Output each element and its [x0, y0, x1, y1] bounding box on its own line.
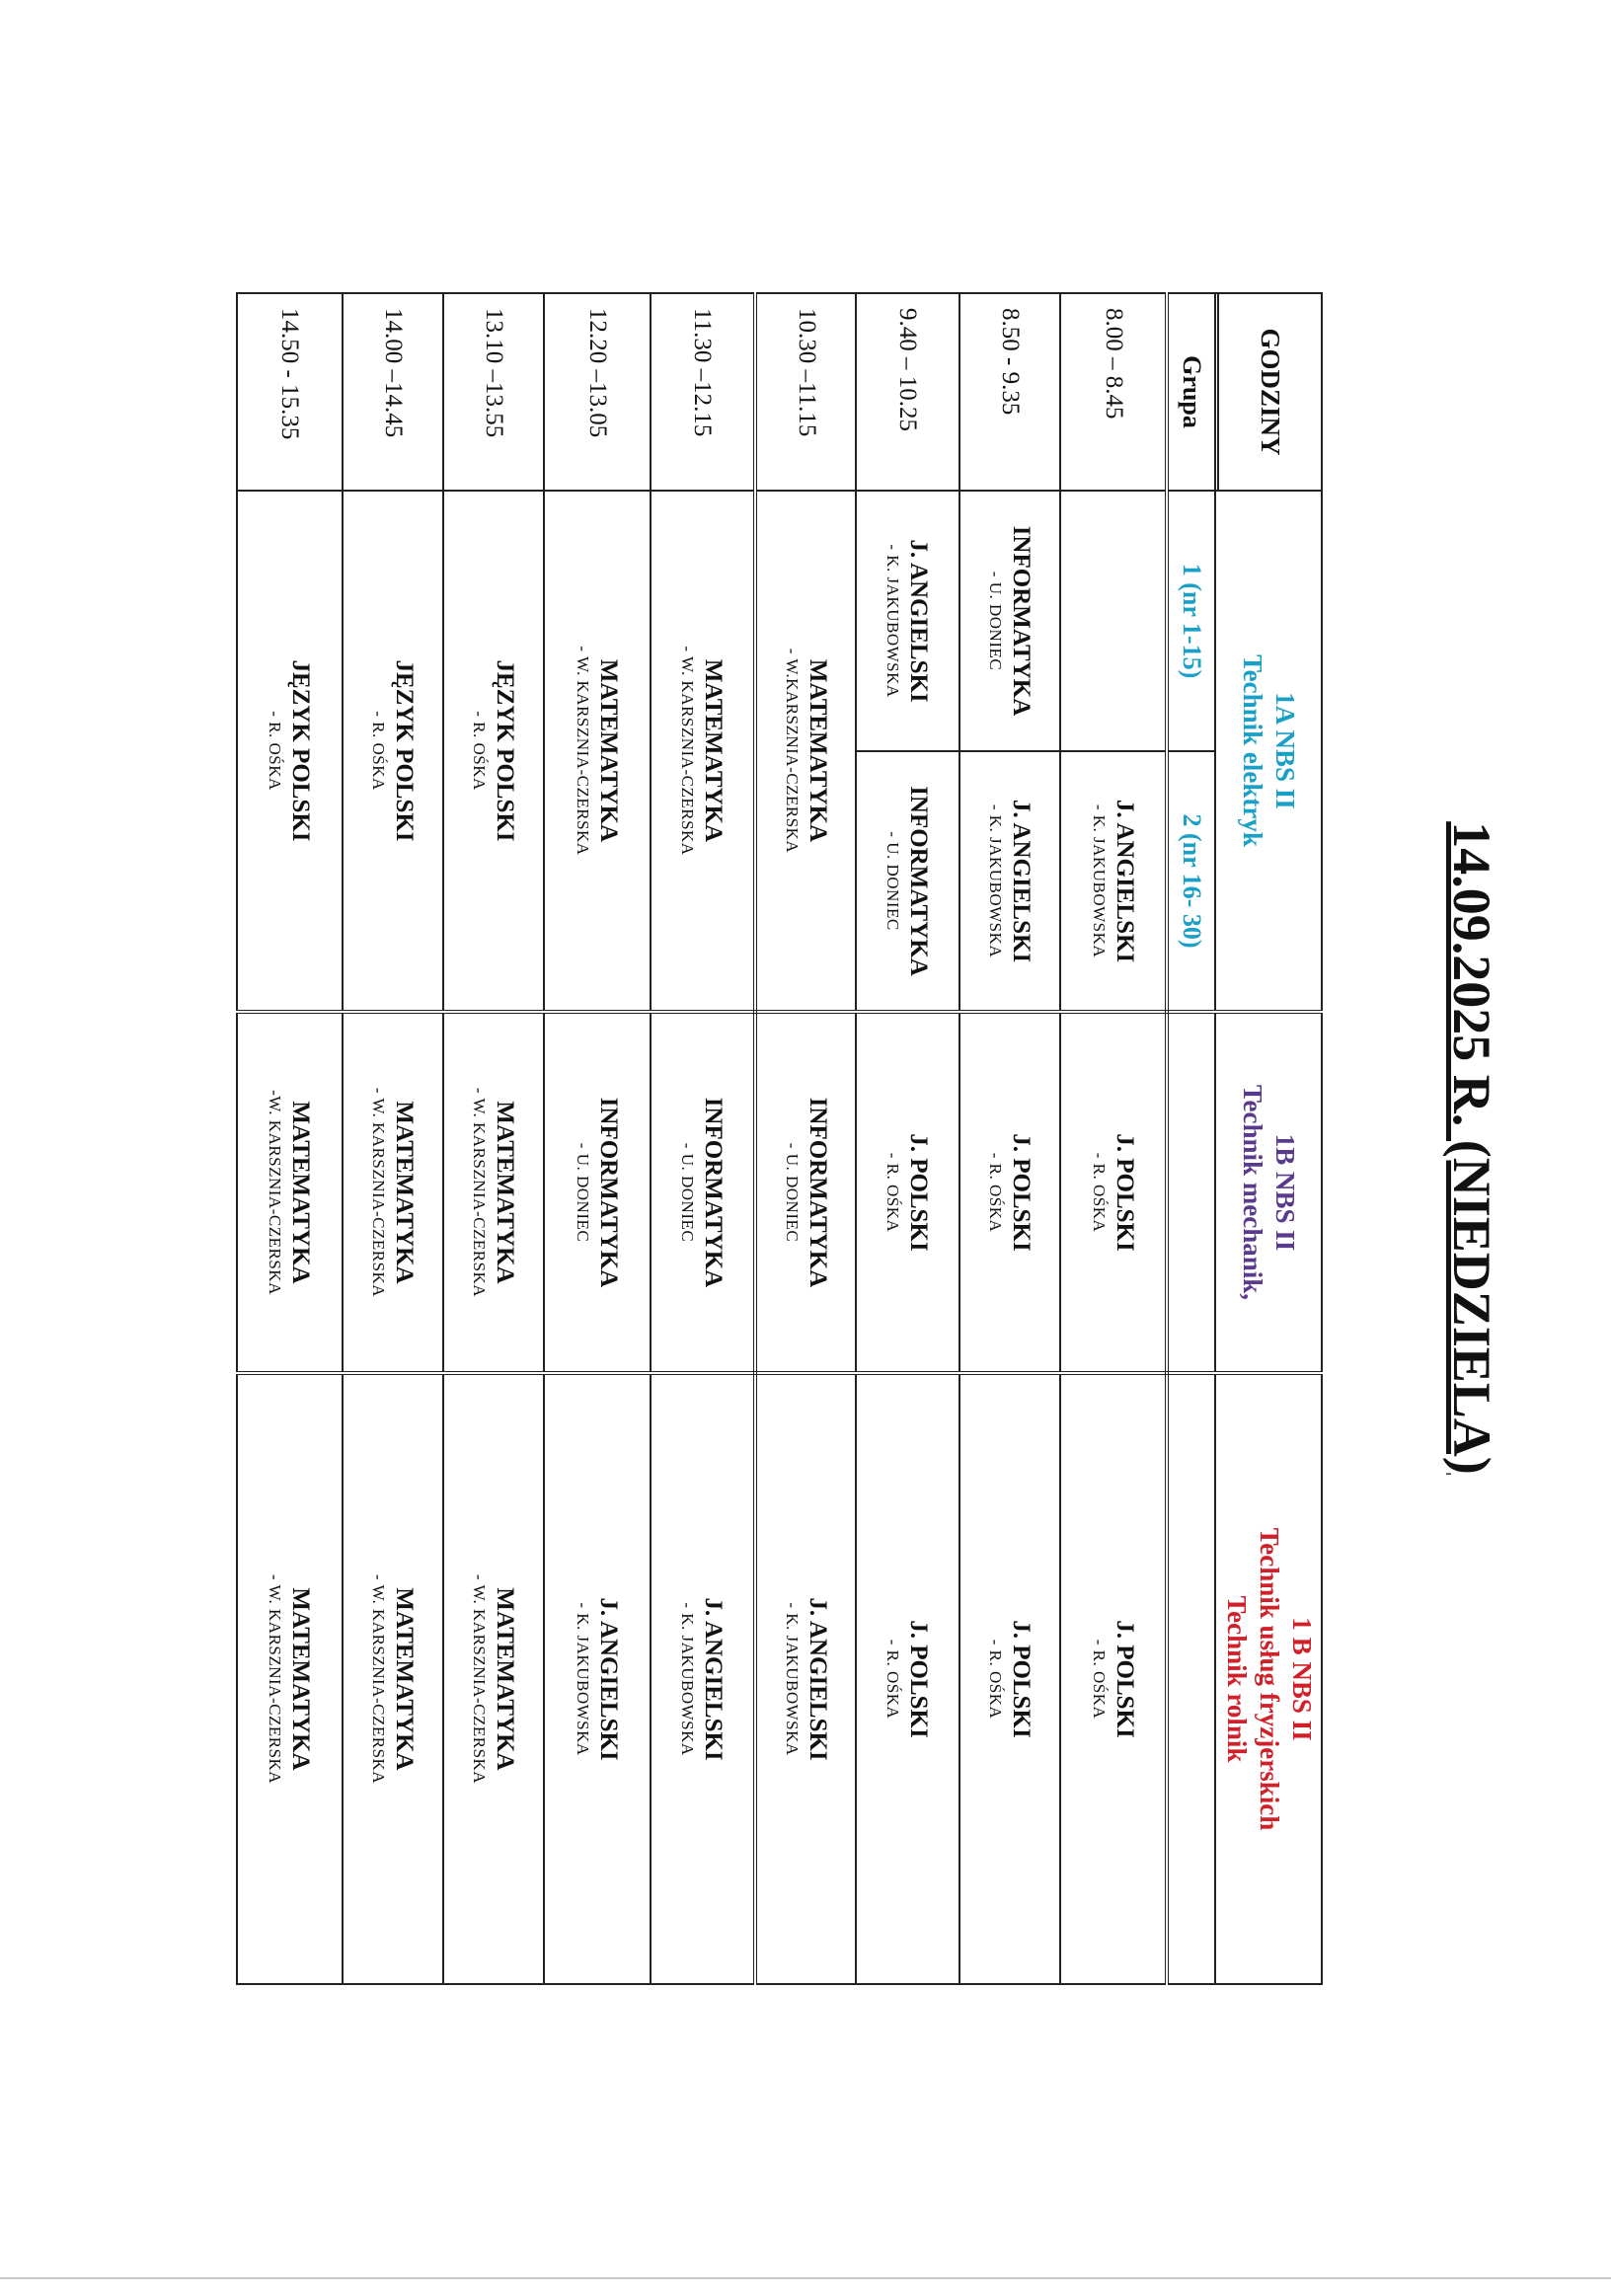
lesson-time: 13.10 –13.55 [443, 293, 544, 491]
class-1b-2-group-empty [1167, 1373, 1215, 1984]
lesson-teacher: - R. OŚKA [266, 711, 285, 791]
lesson-subject: J. ANGIELSKI [1007, 799, 1035, 963]
class-1a-group-2-lesson [856, 751, 959, 1012]
lesson-time: 8.00 – 8.45 [1060, 293, 1168, 491]
lesson-time: 11.30 –12.15 [651, 293, 755, 491]
lesson-subject: J. POLSKI [1111, 1133, 1138, 1252]
class-1a-name: 1A NBS II [1270, 692, 1301, 809]
lesson-teacher: - W. KARSZNIA-CZERSKA [469, 1573, 489, 1785]
class-1a-group-2-lesson [959, 751, 1060, 1012]
class-1a-lesson [443, 491, 544, 1012]
lesson-teacher: - R. OŚKA [985, 1639, 1005, 1720]
class-1b-lesson [237, 1012, 343, 1373]
hours-header: GODZINY [1218, 293, 1322, 491]
lesson-subject: J. POLSKI [1007, 1133, 1035, 1252]
group-header: Grupa [1167, 293, 1215, 491]
schedule-table [236, 292, 1323, 1985]
class-1b-lesson [755, 1012, 856, 1373]
class-1a-lesson [343, 491, 443, 1012]
class-1a-lesson [237, 491, 343, 1012]
lesson-subject: J. ANGIELSKI [804, 1597, 831, 1761]
lesson-subject: INFORMATYKA [804, 1097, 831, 1288]
lesson-subject: MATEMATYKA [491, 1101, 518, 1284]
class-1b-2-lesson [856, 1373, 959, 1984]
lesson-row [343, 293, 443, 1984]
lesson-subject: MATEMATYKA [390, 1587, 418, 1771]
lesson-teacher: - W. KARSZNIA-CZERSKA [368, 1087, 388, 1298]
lesson-subject: INFORMATYKA [700, 1097, 728, 1288]
lesson-teacher: - R. OŚKA [469, 711, 489, 791]
lesson-teacher: - W. KARSZNIA-CZERSKA [678, 646, 698, 856]
lesson-teacher: - U. DONIEC [883, 831, 903, 931]
lesson-time: 12.20 –13.05 [544, 293, 651, 491]
lesson-teacher: - W. KARSZNIA-CZERSKA [573, 646, 592, 856]
group-2-header: 2 (nr 16- 30) [1167, 751, 1215, 1012]
class-1a-profile: Technik elektryk [1238, 654, 1268, 847]
header-row [1218, 293, 1322, 1984]
lesson-teacher: - K. JAKUBOWSKA [1089, 804, 1109, 958]
lesson-teacher: - R. OŚKA [1089, 1639, 1109, 1720]
lesson-subject: J. POLSKI [905, 1133, 933, 1252]
lesson-teacher: - R. OŚKA [883, 1639, 903, 1720]
lesson-time: 8.50 - 9.35 [959, 293, 1060, 491]
lesson-subject: MATEMATYKA [287, 1101, 315, 1284]
class-1b-2-header [1215, 1373, 1322, 1984]
class-1b-lesson [856, 1012, 959, 1373]
group-row [1167, 293, 1215, 1984]
lesson-teacher: - W.KARSZNIA-CZERSKA [782, 648, 802, 854]
lesson-subject: MATEMATYKA [594, 658, 622, 843]
class-1a-group-1-lesson [1060, 491, 1168, 751]
lesson-subject: INFORMATYKA [905, 786, 933, 976]
lesson-subject: MATEMATYKA [700, 658, 728, 843]
lesson-subject: J. POLSKI [905, 1620, 933, 1738]
class-1a-lesson [544, 491, 651, 1012]
lesson-teacher: - K. JAKUBOWSKA [985, 804, 1005, 958]
class-1b-2-lesson [959, 1373, 1060, 1984]
lesson-time: 14.50 - 15.35 [237, 293, 343, 491]
class-1b-2-name: 1 B NBS II [1286, 1617, 1317, 1741]
lesson-subject: JĘZYK POLSKI [491, 659, 518, 842]
lesson-teacher: - U. DONIEC [985, 571, 1005, 671]
group-1-header: 1 (nr 1-15) [1167, 491, 1215, 751]
lesson-subject: J. ANGIELSKI [700, 1597, 728, 1761]
lesson-teacher: - W. KARSZNIA-CZERSKA [266, 1573, 285, 1785]
lesson-subject: J. ANGIELSKI [1111, 799, 1138, 963]
class-1a-header [1215, 491, 1322, 1012]
lesson-teacher: - R. OŚKA [985, 1152, 1005, 1233]
class-1b-group-empty [1167, 1012, 1215, 1373]
lesson-teacher: - U. DONIEC [573, 1142, 592, 1243]
lesson-row [544, 293, 651, 1984]
lesson-subject: JĘZYK POLSKI [390, 659, 418, 842]
lesson-row [959, 293, 1060, 1984]
lesson-row [237, 293, 343, 1984]
lesson-teacher: - K. JAKUBOWSKA [678, 1602, 698, 1756]
lesson-subject: MATEMATYKA [491, 1587, 518, 1771]
lesson-row [755, 293, 856, 1984]
schedule-table-body [237, 293, 1322, 1984]
lesson-subject: JĘZYK POLSKI [287, 659, 315, 842]
class-1b-2-profile-2: Technik rolnik [1221, 1595, 1252, 1763]
class-1b-2-profile-1: Technik usług fryzjerskich [1254, 1527, 1284, 1831]
hours-header-spacer [1215, 293, 1217, 491]
class-1b-2-lesson [443, 1373, 544, 1984]
class-1b-2-lesson [343, 1373, 443, 1984]
class-1b-lesson [651, 1012, 755, 1373]
class-1b-2-lesson [1060, 1373, 1168, 1984]
scan-edge-line [0, 2277, 1611, 2279]
class-1b-name: 1B NBS II [1270, 1133, 1301, 1252]
lesson-row [443, 293, 544, 1984]
class-1b-lesson [443, 1012, 544, 1373]
lesson-teacher: - R. OŚKA [368, 711, 388, 791]
lesson-teacher: - R. OŚKA [883, 1152, 903, 1233]
lesson-subject: J. ANGIELSKI [594, 1597, 622, 1761]
class-1a-lesson [651, 491, 755, 1012]
class-1b-lesson [343, 1012, 443, 1373]
lesson-subject: MATEMATYKA [804, 658, 831, 843]
class-1b-lesson [959, 1012, 1060, 1373]
lesson-teacher: - K. JAKUBOWSKA [782, 1602, 802, 1756]
lesson-time: 9.40 – 10.25 [856, 293, 959, 491]
class-1b-2-lesson [544, 1373, 651, 1984]
lesson-subject: J. POLSKI [1111, 1620, 1138, 1738]
lesson-row [1060, 293, 1168, 1984]
class-1b-lesson [544, 1012, 651, 1373]
class-1b-2-lesson [237, 1373, 343, 1984]
class-1b-2-lesson [651, 1373, 755, 1984]
lesson-teacher: -W. KARSZNIA-CZERSKA [266, 1090, 285, 1295]
class-1b-2-lesson [755, 1373, 856, 1984]
class-1a-group-1-lesson [959, 491, 1060, 751]
class-1a-lesson [755, 491, 856, 1012]
lesson-teacher: - U. DONIEC [782, 1142, 802, 1243]
lesson-teacher: - W. KARSZNIA-CZERSKA [469, 1087, 489, 1298]
class-1b-lesson [1060, 1012, 1168, 1373]
schedule-table-wrapper [236, 292, 1323, 1983]
lesson-subject: MATEMATYKA [390, 1101, 418, 1284]
lesson-teacher: - U. DONIEC [678, 1142, 698, 1243]
lesson-subject: J. POLSKI [1007, 1620, 1035, 1738]
lesson-teacher: - K. JAKUBOWSKA [573, 1602, 592, 1756]
lesson-subject: INFORMATYKA [1007, 525, 1035, 717]
lesson-time: 10.30 –11.15 [755, 293, 856, 491]
lesson-time: 14.00 –14.45 [343, 293, 443, 491]
lesson-row [856, 293, 959, 1984]
class-1b-profile: Technik mechanik, [1238, 1084, 1268, 1301]
lesson-subject: MATEMATYKA [287, 1587, 315, 1771]
class-1a-group-2-lesson [1060, 751, 1168, 1012]
lesson-teacher: - K. JAKUBOWSKA [883, 544, 903, 698]
lesson-teacher: - W. KARSZNIA-CZERSKA [368, 1573, 388, 1785]
class-1b-header [1215, 1012, 1322, 1373]
lesson-subject: INFORMATYKA [594, 1097, 622, 1288]
lesson-teacher: - R. OŚKA [1089, 1152, 1109, 1233]
lesson-subject: J. ANGIELSKI [905, 539, 933, 703]
class-1a-group-1-lesson [856, 491, 959, 751]
page-title: 14.09.2025 R. (NIEDZIELA) [1442, 821, 1501, 1475]
lesson-row [651, 293, 755, 1984]
